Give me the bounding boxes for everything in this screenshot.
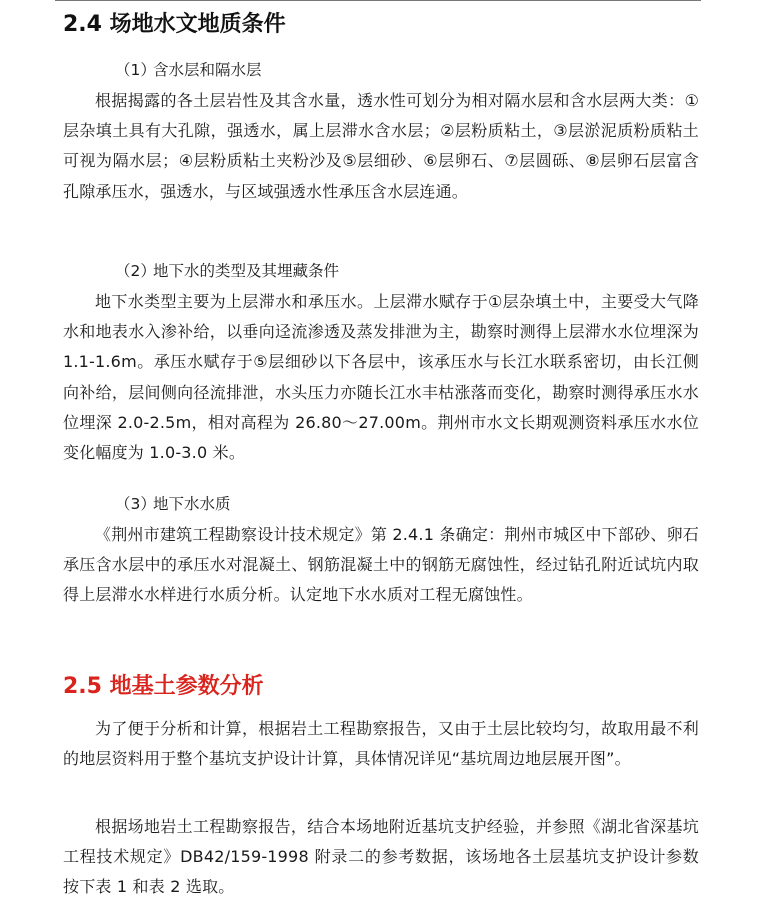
subheading-label: 地下水水质	[153, 495, 231, 513]
top-divider	[55, 0, 701, 1]
subheading-number: （1）	[115, 61, 156, 79]
paragraph-aquifer: 根据揭露的各土层岩性及其含水量，透水性可划分为相对隔水层和含水层两大类：①层杂填土具有大孔隙，强透水，属上层滞水含水层；②层粉质粘土，③层淤泥质粉质粘土可视为隔水层；④层粉质粘土夹粉沙及⑤层细砂、⑥层卵石、⑦层圆砾、⑧层卵石层富含孔隙承压水，强透水，与区域强透水性承压含水层连通。	[63, 91, 699, 201]
subheading-aquifer	[115, 58, 262, 80]
paragraph-parameter-analysis: 为了便于分析和计算，根据岩土工程勘察报告，又由于土层比较均匀，故取用最不利的地层资料用于整个基坑支护设计计算，具体情况详见“基坑周边地层展开图”。	[63, 719, 699, 769]
subheading-water-quality	[115, 492, 231, 514]
subheading-number: （3）	[115, 495, 156, 513]
subheading-label: 地下水的类型及其埋藏条件	[153, 262, 340, 280]
section-heading-2-4: 2.4 场地水文地质条件	[63, 12, 286, 37]
subheading-label: 含水层和隔水层	[153, 61, 262, 79]
paragraph-water-quality: 《荆州市建筑工程勘察设计技术规定》第 2.4.1 条确定：荆州市城区中下部砂、卵石承压含水层中的承压水对混凝土、钢筋混凝土中的钢筋无腐蚀性，经过钻孔附近试坑内取得上层滞水水样进行水质分析。认定地下水水质对工程无腐蚀性。	[63, 525, 699, 605]
paragraph-groundwater-type: 地下水类型主要为上层滞水和承压水。上层滞水赋存于①层杂填土中，主要受大气降水和地表水入渗补给，以垂向迳流渗透及蒸发排泄为主，勘察时测得上层滞水水位埋深为 1.1-1.6m。承压水赋存于⑤层细砂以下各层中，该承压水与长江水联系密切，由长江侧向补给，层间侧向径流排泄，水头压力亦随长江水丰枯涨落而变化，勘察时测得承压水水位埋深 2.0-2.5m，相对高程为 26.80～27.00m。荆州市水文长期观测资料承压水水位变化幅度为 1.0-3.0 米。	[63, 292, 699, 463]
section-heading-2-5: 2.5 地基土参数分析	[63, 674, 264, 699]
subheading-groundwater-type	[115, 259, 339, 281]
subheading-number: （2）	[115, 262, 156, 280]
paragraph-design-parameters: 根据场地岩土工程勘察报告，结合本场地附近基坑支护经验，并参照《湖北省深基坑工程技术规定》DB42/159-1998 附录二的参考数据，该场地各土层基坑支护设计参数按下表 1 和表 2 选取。	[63, 817, 699, 897]
